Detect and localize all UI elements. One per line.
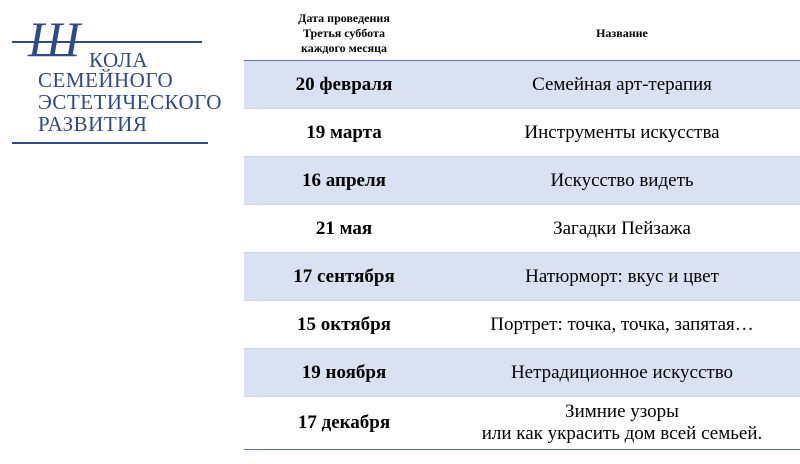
- row-date: 17 сентября: [244, 253, 444, 301]
- row-name-line-1: Искусство видеть: [550, 169, 694, 191]
- row-date: 21 мая: [244, 205, 444, 253]
- logo-monogram: Ш: [28, 11, 77, 67]
- row-name-line-1: Загадки Пейзажа: [553, 217, 691, 239]
- schedule-table: [244, 6, 800, 450]
- row-name-line-1: Инструменты искусства: [524, 121, 720, 143]
- logo-text-line-3: ЭСТЕТИЧЕСКОГО: [38, 90, 222, 114]
- row-name: [444, 157, 800, 205]
- row-name: [444, 349, 800, 397]
- table-row: [244, 349, 800, 397]
- logo-text-line-2: СЕМЕЙНОГО: [38, 68, 174, 92]
- table-row: [244, 157, 800, 205]
- table-row: [244, 397, 800, 450]
- row-name-line-1: Портрет: точка, точка, запятая…: [490, 313, 754, 335]
- table-row: [244, 253, 800, 301]
- row-date: 19 ноября: [244, 349, 444, 397]
- row-date: 16 апреля: [244, 157, 444, 205]
- header-date-line-1: Дата проведения: [298, 10, 390, 25]
- row-date: 19 марта: [244, 109, 444, 157]
- table-row: [244, 205, 800, 253]
- table-row: [244, 61, 800, 109]
- school-logo: [12, 11, 222, 146]
- row-name: [444, 397, 800, 450]
- row-name: [444, 109, 800, 157]
- header-date-line-3: каждого месяца: [300, 40, 388, 55]
- row-name: [444, 205, 800, 253]
- row-name-line-2: или как украсить дом всей семьей.: [481, 423, 763, 444]
- table-header-row: [244, 6, 800, 61]
- row-name: [444, 301, 800, 349]
- table-row: [244, 109, 800, 157]
- row-name: [444, 61, 800, 109]
- row-name-line-1: Нетрадиционное искусство: [510, 361, 734, 383]
- row-date: 15 октября: [244, 301, 444, 349]
- logo-text-line-4: РАЗВИТИЯ: [38, 112, 148, 136]
- logo-text-line-1: КОЛА: [89, 48, 149, 72]
- header-date: [244, 6, 444, 61]
- header-date-line-2: Третья суббота: [302, 25, 385, 40]
- row-name: [444, 253, 800, 301]
- row-date: 20 февраля: [244, 61, 444, 109]
- logo-bottom-rule: [12, 142, 208, 144]
- header-name: Название: [444, 6, 800, 61]
- row-name-line-1: Семейная арт-терапия: [532, 73, 712, 95]
- row-name-line-1: Натюрморт: вкус и цвет: [525, 265, 719, 287]
- table-row: [244, 301, 800, 349]
- row-name-line-1: Зимние узоры: [565, 401, 679, 422]
- row-date: 17 декабря: [244, 397, 444, 450]
